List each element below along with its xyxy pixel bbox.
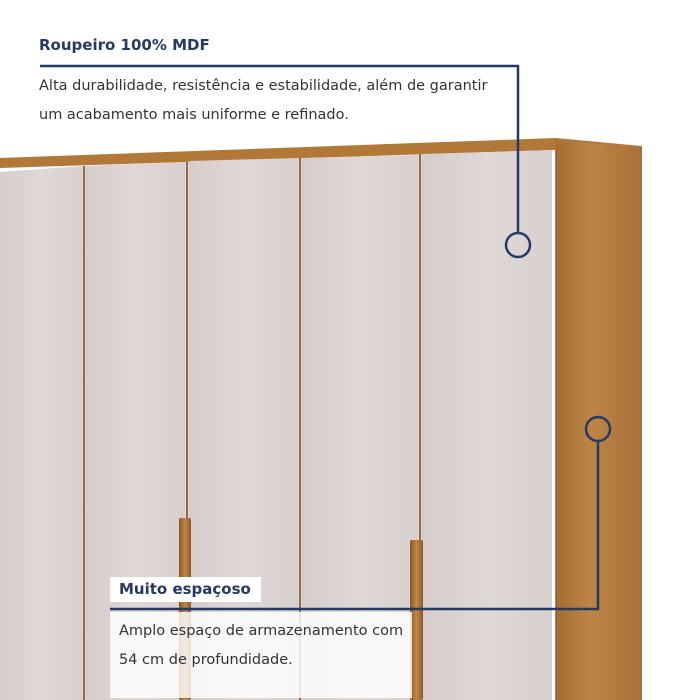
wardrobe-side-panel bbox=[556, 140, 642, 700]
door-5 bbox=[422, 150, 552, 700]
callout-mdf-description: Alta durabilidade, resistência e estabilidade, além de garantir um acabamento mais uniforme e refinado. bbox=[39, 78, 488, 123]
callout-spacious bbox=[110, 574, 412, 698]
door-1 bbox=[0, 166, 82, 700]
callout-spacious-title: Muito espaçoso bbox=[110, 577, 261, 602]
callout-mdf-title: Roupeiro 100% MDF bbox=[39, 36, 210, 54]
callout-spacious-description: Amplo espaço de armazenamento com 54 cm de profundidade. bbox=[119, 623, 404, 668]
callout-spacious-description-box bbox=[110, 612, 412, 698]
